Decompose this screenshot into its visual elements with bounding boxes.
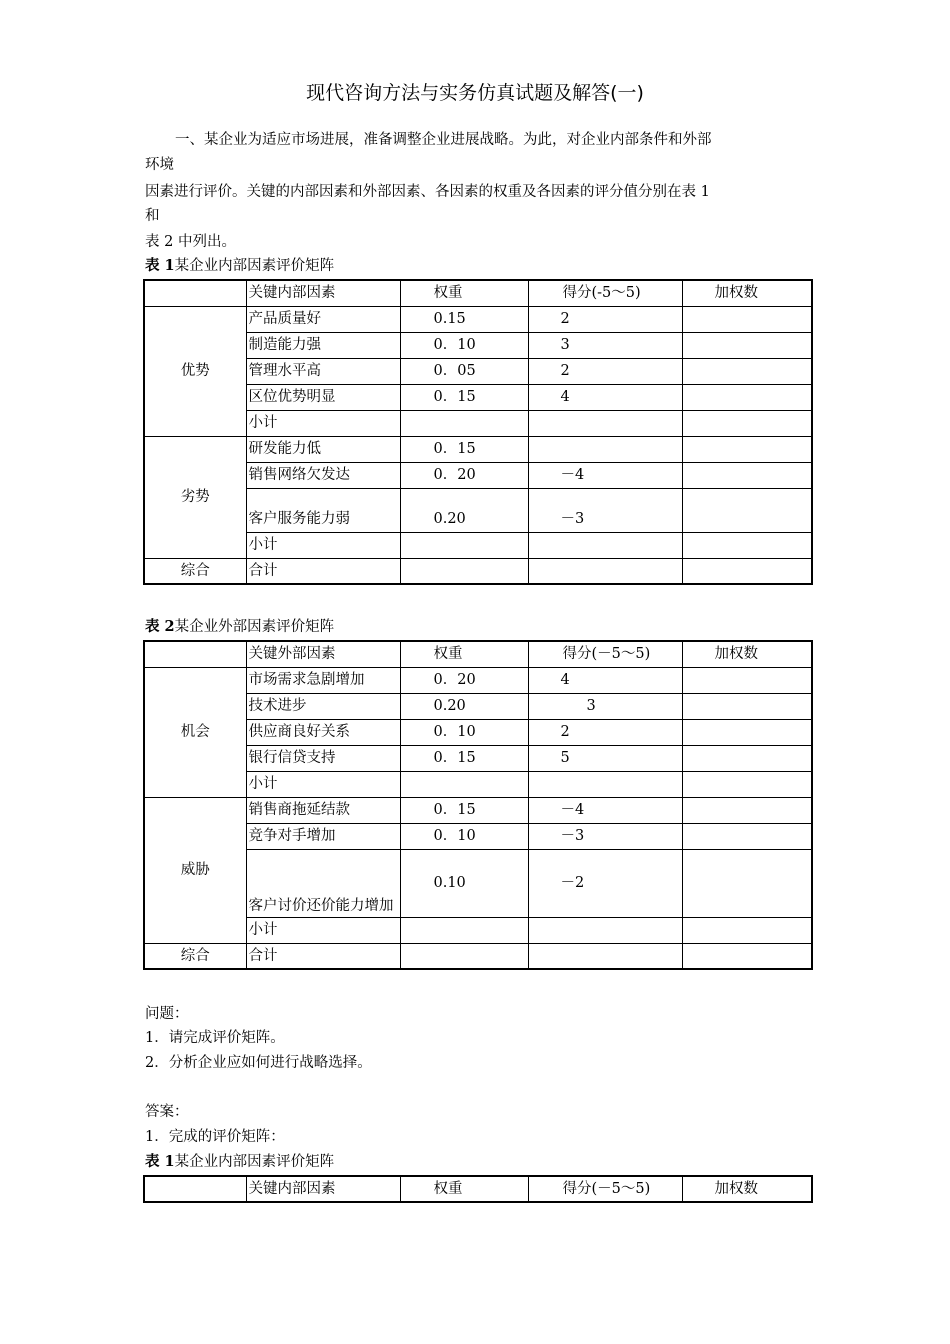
factor-cell: 管理水平高 — [246, 358, 400, 384]
weight-cell — [400, 558, 528, 584]
score-cell: －4 — [528, 797, 682, 823]
score-cell: 4 — [528, 667, 682, 693]
score-cell: 3 — [528, 332, 682, 358]
factor-cell: 销售网络欠发达 — [246, 462, 400, 488]
weighted-cell — [682, 693, 812, 719]
table1-header-blank — [144, 280, 246, 306]
answer-header-weighted: 加权数 — [682, 1176, 812, 1202]
weight-cell: 0.15 — [400, 306, 528, 332]
score-cell: 2 — [528, 719, 682, 745]
weighted-cell — [682, 797, 812, 823]
table2-group-threat: 威胁 — [144, 797, 246, 943]
weighted-cell — [682, 384, 812, 410]
intro-line-1: 一、某企业为适应市场进展，准备调整企业进展战略。为此，对企业内部条件和外部 — [175, 132, 712, 148]
score-cell — [528, 558, 682, 584]
weighted-cell — [682, 488, 812, 532]
score-cell — [528, 771, 682, 797]
table2-total-row — [144, 943, 812, 969]
table1-total-label: 综合 — [144, 558, 246, 584]
answer-table-caption — [145, 1152, 334, 1172]
weight-cell: 0．10 — [400, 719, 528, 745]
answer-header-factor: 关键内部因素 — [246, 1176, 400, 1202]
table2-header-factor: 关键外部因素 — [246, 641, 400, 667]
weighted-cell — [682, 667, 812, 693]
score-cell: －4 — [528, 462, 682, 488]
weight-cell — [400, 410, 528, 436]
factor-cell: 客户服务能力弱 — [246, 488, 400, 532]
answer-table-caption-text: 某企业内部因素评价矩阵 — [174, 1154, 335, 1170]
table1-caption — [145, 256, 334, 276]
table2-header-score: 得分(－5～5) — [528, 641, 682, 667]
answer-header-score: 得分(－5～5) — [528, 1176, 682, 1202]
table2-header-blank — [144, 641, 246, 667]
answers-heading: 答案： — [145, 1104, 189, 1120]
factor-cell: 产品质量好 — [246, 306, 400, 332]
table1-caption-prefix: 表 1 — [145, 257, 175, 274]
weight-cell: 0.10 — [400, 849, 528, 917]
intro-line-5: 表 2 中列出。 — [145, 234, 236, 250]
weight-cell: 0．20 — [400, 667, 528, 693]
factor-cell: 供应商良好关系 — [246, 719, 400, 745]
weighted-cell — [682, 771, 812, 797]
score-cell: －2 — [528, 849, 682, 917]
weight-cell — [400, 943, 528, 969]
factor-cell: 制造能力强 — [246, 332, 400, 358]
table2-caption-text: 某企业外部因素评价矩阵 — [174, 619, 335, 635]
weighted-cell — [682, 823, 812, 849]
table1-internal-matrix — [143, 279, 813, 585]
weight-cell: 0．10 — [400, 823, 528, 849]
table1-group-weakness: 劣势 — [144, 436, 246, 558]
weighted-cell — [682, 745, 812, 771]
weight-cell: 0．15 — [400, 797, 528, 823]
question-2: 2．分析企业应如何进行战略选择。 — [145, 1055, 372, 1071]
table2-caption-prefix: 表 2 — [145, 618, 175, 635]
answer-table-header-row — [144, 1176, 812, 1202]
table2-caption — [145, 617, 334, 637]
question-1: 1．请完成评价矩阵。 — [145, 1030, 285, 1046]
table2-header-weight: 权重 — [400, 641, 528, 667]
score-cell: 3 — [528, 693, 682, 719]
weighted-cell — [682, 358, 812, 384]
table2-header-row — [144, 641, 812, 667]
weighted-cell — [682, 332, 812, 358]
table-row — [144, 306, 812, 332]
weight-cell: 0．20 — [400, 462, 528, 488]
factor-cell: 小计 — [246, 410, 400, 436]
weighted-cell — [682, 532, 812, 558]
factor-cell: 区位优势明显 — [246, 384, 400, 410]
document-title: 现代咨询方法与实务仿真试题及解答(一) — [306, 82, 644, 104]
weighted-cell — [682, 917, 812, 943]
table1-total-row — [144, 558, 812, 584]
table2-external-matrix — [143, 640, 813, 970]
factor-cell: 销售商拖延结款 — [246, 797, 400, 823]
score-cell — [528, 436, 682, 462]
table1-header-row — [144, 280, 812, 306]
intro-line-4: 和 — [145, 208, 160, 224]
score-cell: 2 — [528, 306, 682, 332]
table1-header-weight: 权重 — [400, 280, 528, 306]
score-cell — [528, 410, 682, 436]
answer-table — [143, 1175, 813, 1203]
questions-heading: 问题： — [145, 1006, 189, 1022]
factor-cell: 技术进步 — [246, 693, 400, 719]
weight-cell: 0.20 — [400, 488, 528, 532]
table2-total-factor: 合计 — [246, 943, 400, 969]
score-cell: 2 — [528, 358, 682, 384]
score-cell: 4 — [528, 384, 682, 410]
weighted-cell — [682, 849, 812, 917]
table2-group-opportunity: 机会 — [144, 667, 246, 797]
answer-header-blank — [144, 1176, 246, 1202]
weight-cell — [400, 771, 528, 797]
weighted-cell — [682, 306, 812, 332]
factor-cell: 小计 — [246, 917, 400, 943]
factor-cell: 竞争对手增加 — [246, 823, 400, 849]
weighted-cell — [682, 558, 812, 584]
answer-header-weight: 权重 — [400, 1176, 528, 1202]
table-row — [144, 667, 812, 693]
answer-table-caption-prefix: 表 1 — [145, 1153, 175, 1170]
weight-cell: 0．15 — [400, 384, 528, 410]
weight-cell: 0．15 — [400, 436, 528, 462]
table1-group-strength: 优势 — [144, 306, 246, 436]
factor-cell: 银行信贷支持 — [246, 745, 400, 771]
score-cell: 5 — [528, 745, 682, 771]
table1-caption-text: 某企业内部因素评价矩阵 — [174, 258, 335, 274]
weighted-cell — [682, 462, 812, 488]
table-row — [144, 436, 812, 462]
score-cell — [528, 943, 682, 969]
score-cell — [528, 917, 682, 943]
factor-cell: 研发能力低 — [246, 436, 400, 462]
table1-header-weighted: 加权数 — [682, 280, 812, 306]
answer-1: 1．完成的评价矩阵： — [145, 1129, 285, 1145]
weight-cell: 0．05 — [400, 358, 528, 384]
weighted-cell — [682, 719, 812, 745]
table1-total-factor: 合计 — [246, 558, 400, 584]
score-cell — [528, 532, 682, 558]
weighted-cell — [682, 436, 812, 462]
factor-cell: 客户讨价还价能力增加 — [246, 849, 400, 917]
table-row — [144, 797, 812, 823]
weight-cell — [400, 532, 528, 558]
weight-cell: 0.20 — [400, 693, 528, 719]
intro-line-3: 因素进行评价。关键的内部因素和外部因素、各因素的权重及各因素的评分值分别在表 1 — [145, 184, 710, 200]
table2-header-weighted: 加权数 — [682, 641, 812, 667]
weight-cell — [400, 917, 528, 943]
factor-cell: 小计 — [246, 771, 400, 797]
weighted-cell — [682, 943, 812, 969]
weighted-cell — [682, 410, 812, 436]
score-cell: －3 — [528, 823, 682, 849]
table2-total-label: 综合 — [144, 943, 246, 969]
weight-cell: 0．10 — [400, 332, 528, 358]
factor-cell: 市场需求急剧增加 — [246, 667, 400, 693]
intro-line-2: 环境 — [145, 157, 174, 173]
table1-header-factor: 关键内部因素 — [246, 280, 400, 306]
table1-header-score: 得分(-5～5) — [528, 280, 682, 306]
weight-cell: 0．15 — [400, 745, 528, 771]
score-cell: －3 — [528, 488, 682, 532]
factor-cell: 小计 — [246, 532, 400, 558]
